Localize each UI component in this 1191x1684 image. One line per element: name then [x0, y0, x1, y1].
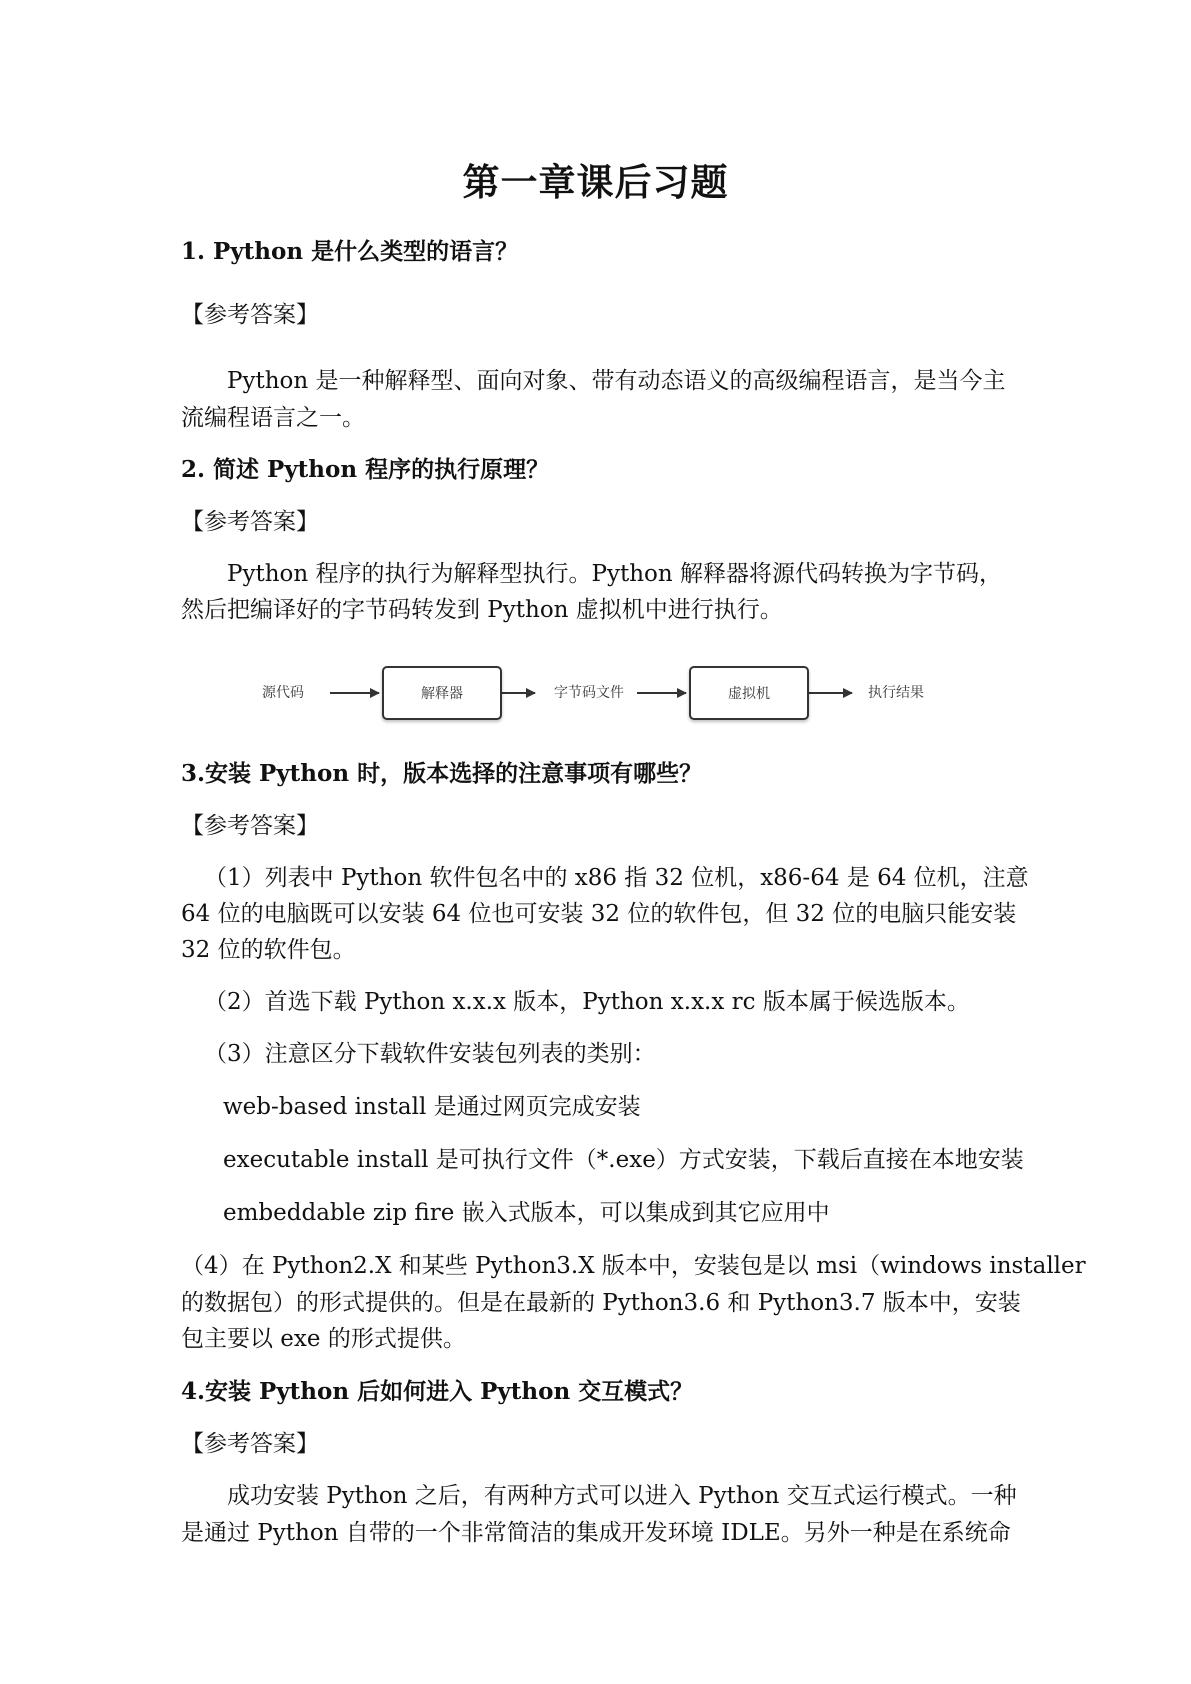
answer-label-2: 【参考答案】 — [181, 509, 319, 535]
q3-item-4-line-2: 的数据包）的形式提供的。但是在最新的 Python3.6 和 Python3.7 版本中，安装 — [181, 1290, 1021, 1316]
install-type-embeddable: embeddable zip fire 嵌入式版本，可以集成到其它应用中 — [223, 1200, 830, 1226]
execution-flow-diagram — [250, 664, 950, 722]
q3-item-1-line-3: 32 位的软件包。 — [181, 937, 356, 963]
answer-label-3: 【参考答案】 — [181, 813, 319, 839]
q3-item-4-line-1: （4）在 Python2.X 和某些 Python3.X 版本中，安装包是以 msi（windows installer — [181, 1253, 1086, 1279]
q3-item-1-line-2: 64 位的电脑既可以安装 64 位也可安装 32 位的软件包，但 32 位的电脑只能安装 — [181, 901, 1017, 927]
q3-item-4-line-3: 包主要以 exe 的形式提供。 — [181, 1326, 466, 1352]
question-2: 2. 简述 Python 程序的执行原理？ — [181, 456, 550, 483]
answer-4-line-1: 成功安装 Python 之后，有两种方式可以进入 Python 交互式运行模式。一种 — [227, 1483, 1017, 1509]
answer-4-line-2: 是通过 Python 自带的一个非常简洁的集成开发环境 IDLE。另外一种是在系统命 — [181, 1520, 1011, 1546]
flow-bytecode-label: 字节码文件 — [554, 685, 624, 701]
install-type-executable: executable install 是可执行文件（*.exe）方式安装，下载后直接在本地安装 — [223, 1147, 1024, 1173]
answer-label-1: 【参考答案】 — [181, 302, 319, 328]
flow-result-label: 执行结果 — [868, 685, 924, 701]
install-type-web-based: web-based install 是通过网页完成安装 — [223, 1094, 641, 1120]
page-title: 第一章课后习题 — [462, 160, 729, 204]
answer-2-line-1: Python 程序的执行为解释型执行。Python 解释器将源代码转换为字节码， — [227, 561, 1002, 587]
q3-item-1-line-1: （1）列表中 Python 软件包名中的 x86 指 32 位机，x86-64 是 64 位机，注意 — [204, 865, 1029, 891]
answer-label-4: 【参考答案】 — [181, 1431, 319, 1457]
answer-1-line-1: Python 是一种解释型、面向对象、带有动态语义的高级编程语言，是当今主 — [227, 368, 1006, 394]
question-3: 3.安装 Python 时，版本选择的注意事项有哪些？ — [181, 760, 703, 787]
flow-vm-label: 虚拟机 — [728, 686, 770, 702]
flow-interpreter-box — [382, 666, 502, 720]
question-1: 1. Python 是什么类型的语言？ — [181, 238, 519, 265]
q3-item-3: （3）注意区分下载软件安装包列表的类别： — [204, 1041, 656, 1067]
question-4: 4.安装 Python 后如何进入 Python 交互模式？ — [181, 1378, 694, 1405]
flow-source-label: 源代码 — [262, 685, 304, 701]
flow-vm-box — [689, 666, 809, 720]
q3-item-2: （2）首选下载 Python x.x.x 版本，Python x.x.x rc 版本属于候选版本。 — [204, 989, 970, 1015]
flow-interpreter-label: 解释器 — [421, 686, 463, 702]
answer-2-line-2: 然后把编译好的字节码转发到 Python 虚拟机中进行执行。 — [181, 597, 783, 623]
answer-1-line-2: 流编程语言之一。 — [181, 405, 365, 431]
